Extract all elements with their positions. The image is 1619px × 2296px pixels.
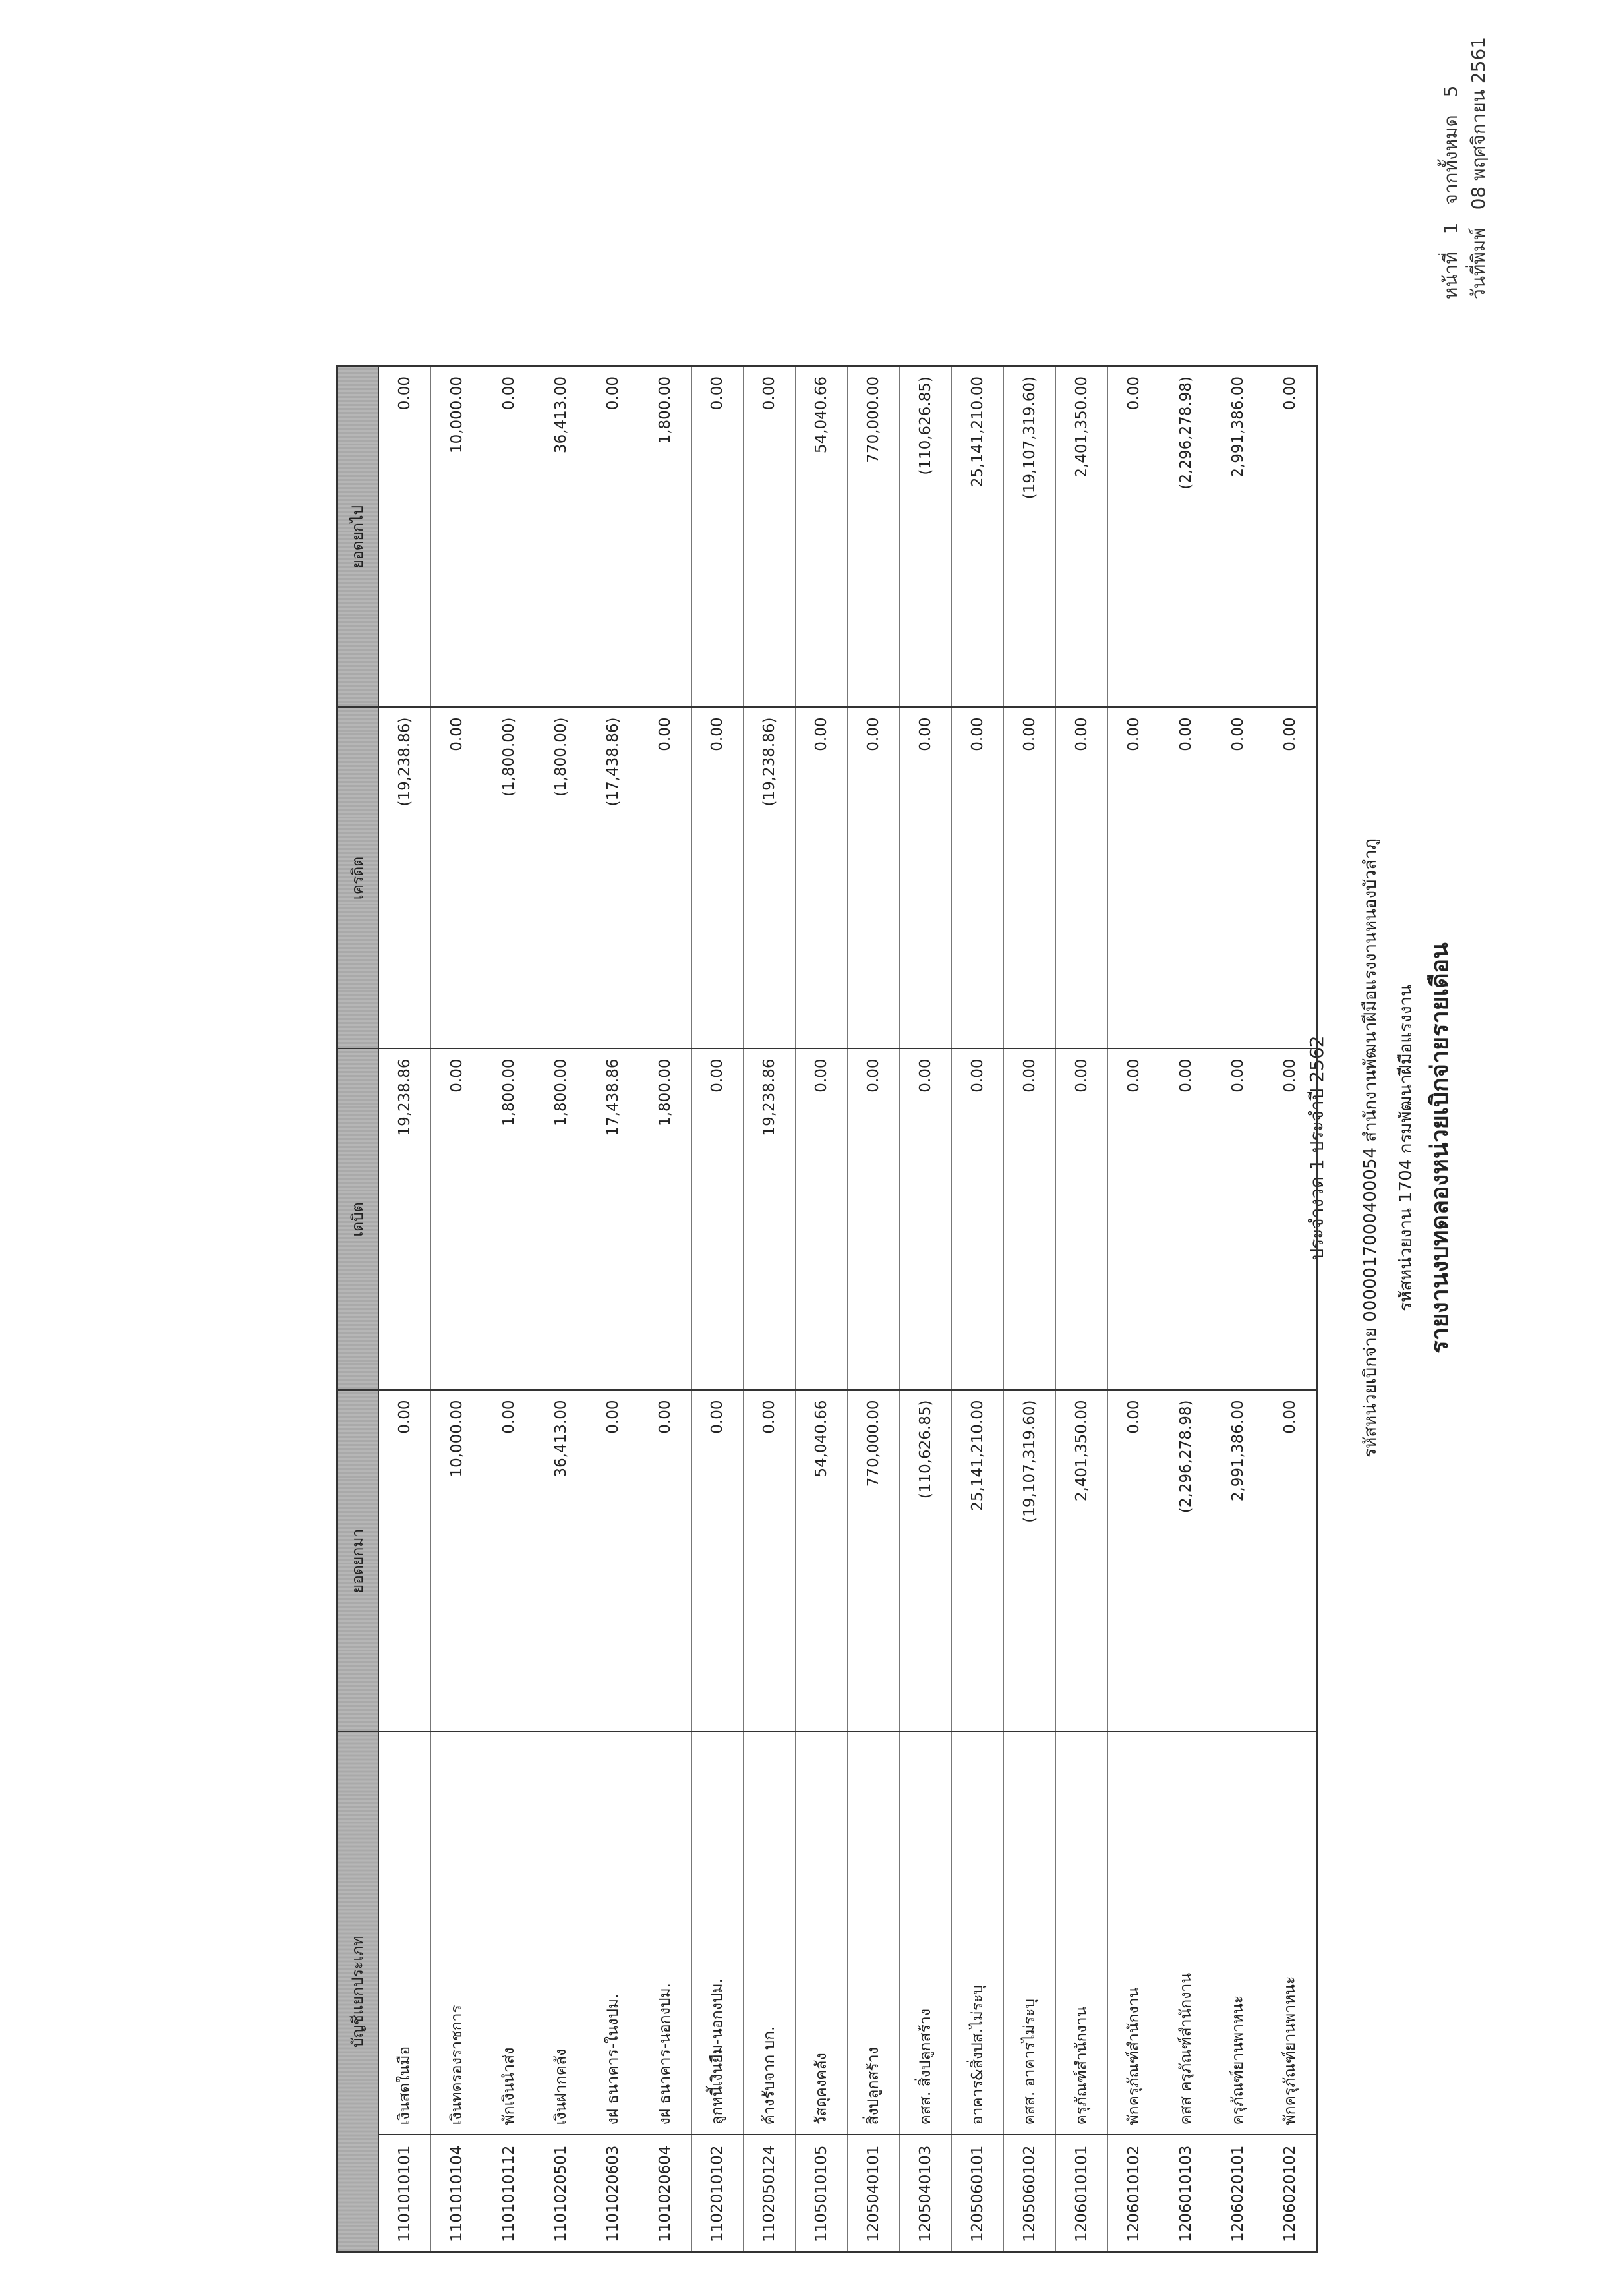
header-brought-forward: ยอดยกมา	[338, 1391, 379, 1732]
account-code: 1101010104	[431, 2135, 483, 2253]
table-row	[848, 366, 900, 2253]
credit-value: 0.00	[1108, 708, 1160, 1049]
carried-forward-value: 1,800.00	[639, 366, 692, 708]
table-row	[639, 366, 692, 2253]
brought-forward-value: 0.00	[744, 1391, 796, 1732]
header-carried-forward: ยอดยกไป	[338, 366, 379, 708]
debit-value: 0.00	[1108, 1049, 1160, 1391]
debit-value: 1,800.00	[535, 1049, 587, 1391]
print-date-label: วันที่พิมพ์	[1467, 227, 1489, 299]
account-code: 1205060102	[1004, 2135, 1056, 2253]
carried-forward-value: 0.00	[744, 366, 796, 708]
credit-value: 0.00	[692, 708, 744, 1049]
carried-forward-value: 10,000.00	[431, 366, 483, 708]
credit-value: (17,438.86)	[587, 708, 639, 1049]
carried-forward-value: 36,413.00	[535, 366, 587, 708]
account-name: ลูกหนี้เงินยืม-นอกงปม.	[692, 1732, 744, 2135]
brought-forward-value: 25,141,210.00	[952, 1391, 1004, 1732]
account-code: 1206010101	[1056, 2135, 1108, 2253]
account-name: ครุภัณฑ์สำนักงาน	[1056, 1732, 1108, 2135]
debit-value: 0.00	[952, 1049, 1004, 1391]
credit-value: 0.00	[1004, 708, 1056, 1049]
table-row	[535, 366, 587, 2253]
account-code: 1101020604	[639, 2135, 692, 2253]
brought-forward-value: 0.00	[587, 1391, 639, 1732]
table-body	[378, 366, 1317, 2253]
debit-value: 0.00	[796, 1049, 848, 1391]
account-code: 1206020102	[1264, 2135, 1317, 2253]
brought-forward-value: (110,626.85)	[900, 1391, 952, 1732]
table-row	[1264, 366, 1317, 2253]
header-debit: เดบิต	[338, 1049, 379, 1391]
account-code: 1205040103	[900, 2135, 952, 2253]
debit-value: 1,800.00	[639, 1049, 692, 1391]
debit-value: 0.00	[1264, 1049, 1317, 1391]
table-row	[1004, 366, 1056, 2253]
debit-value: 19,238.86	[744, 1049, 796, 1391]
credit-value: 0.00	[900, 708, 952, 1049]
credit-value: 0.00	[1160, 708, 1212, 1049]
account-code: 1206020101	[1212, 2135, 1264, 2253]
account-name: สิ่งปลูกสร้าง	[848, 1732, 900, 2135]
debit-value: 0.00	[1212, 1049, 1264, 1391]
account-name: งฝ ธนาคาร-ในงปม.	[587, 1732, 639, 2135]
table-row	[796, 366, 848, 2253]
debit-value: 19,238.86	[378, 1049, 431, 1391]
carried-forward-value: 2,991,386.00	[1212, 366, 1264, 708]
carried-forward-value: 0.00	[1264, 366, 1317, 708]
table-row	[744, 366, 796, 2253]
carried-forward-value: 54,040.66	[796, 366, 848, 708]
table-row	[1108, 366, 1160, 2253]
debit-value: 1,800.00	[483, 1049, 535, 1391]
account-name: เงินฝากคลัง	[535, 1732, 587, 2135]
credit-value: 0.00	[431, 708, 483, 1049]
account-name: คสส ครุภัณฑ์สำนักงาน	[1160, 1732, 1212, 2135]
brought-forward-value: 0.00	[1264, 1391, 1317, 1732]
report-period: ประจำงวด 1 ประจำปี 2562	[1306, 1035, 1328, 1261]
account-code: 1205040101	[848, 2135, 900, 2253]
carried-forward-value: 770,000.00	[848, 366, 900, 708]
table-row	[431, 366, 483, 2253]
carried-forward-value: 0.00	[1108, 366, 1160, 708]
brought-forward-value: 0.00	[639, 1391, 692, 1732]
credit-value: 0.00	[952, 708, 1004, 1049]
debit-value: 0.00	[431, 1049, 483, 1391]
credit-value: 0.00	[1264, 708, 1317, 1049]
account-name: พักเงินนำส่ง	[483, 1732, 535, 2135]
account-code: 1102050124	[744, 2135, 796, 2253]
credit-value: 0.00	[639, 708, 692, 1049]
disbursing-unit-line: รหัสหน่วยเบิกจ่าย 0000017000400054 สำนักงานพัฒนาฝีมือแรงงานหนองบัวลำภู	[1361, 838, 1380, 1458]
debit-value: 0.00	[900, 1049, 952, 1391]
brought-forward-value: 0.00	[692, 1391, 744, 1732]
account-code: 1101010101	[378, 2135, 431, 2253]
header-ledger: บัญชีแยกประเภท	[338, 1732, 379, 2253]
account-name: ครุภัณฑ์ยานพาหนะ	[1212, 1732, 1264, 2135]
credit-value: 0.00	[1212, 708, 1264, 1049]
debit-value: 0.00	[1004, 1049, 1056, 1391]
account-code: 1102010102	[692, 2135, 744, 2253]
account-name: พักครุภัณฑ์สำนักงาน	[1108, 1732, 1160, 2135]
carried-forward-value: 2,401,350.00	[1056, 366, 1108, 708]
table-row	[587, 366, 639, 2253]
credit-value: (1,800.00)	[483, 708, 535, 1049]
carried-forward-value: (2,296,278.98)	[1160, 366, 1212, 708]
account-name: ค้างรับจาก บก.	[744, 1732, 796, 2135]
page-label: หน้าที่	[1440, 252, 1461, 299]
brought-forward-value: 2,991,386.00	[1212, 1391, 1264, 1732]
total-pages: 5	[1440, 85, 1461, 98]
credit-value: (1,800.00)	[535, 708, 587, 1049]
brought-forward-value: 770,000.00	[848, 1391, 900, 1732]
credit-value: (19,238.86)	[744, 708, 796, 1049]
account-name: วัสดุคงคลัง	[796, 1732, 848, 2135]
debit-value: 17,438.86	[587, 1049, 639, 1391]
table-row	[952, 366, 1004, 2253]
table-row	[378, 366, 431, 2253]
brought-forward-value: 36,413.00	[535, 1391, 587, 1732]
brought-forward-value: 0.00	[1108, 1391, 1160, 1732]
brought-forward-value: (2,296,278.98)	[1160, 1391, 1212, 1732]
brought-forward-value: 54,040.66	[796, 1391, 848, 1732]
table-row	[900, 366, 952, 2253]
credit-value: 0.00	[1056, 708, 1108, 1049]
total-label: จากทั้งหมด	[1440, 115, 1461, 205]
trial-balance-table-wrap	[336, 365, 1299, 2253]
carried-forward-value: 25,141,210.00	[952, 366, 1004, 708]
debit-value: 0.00	[1160, 1049, 1212, 1391]
report-title: รายงานงบทดลองหน่วยเบิกจ่ายรายเดือน	[1427, 942, 1454, 1354]
account-code: 1101010112	[483, 2135, 535, 2253]
debit-value: 0.00	[848, 1049, 900, 1391]
trial-balance-table	[336, 365, 1318, 2253]
account-code: 1101020603	[587, 2135, 639, 2253]
credit-value: 0.00	[796, 708, 848, 1049]
table-row	[1056, 366, 1108, 2253]
debit-value: 0.00	[692, 1049, 744, 1391]
account-name: อาคาร&สิ่งปส.ไม่ระบุ	[952, 1732, 1004, 2135]
brought-forward-value: 0.00	[378, 1391, 431, 1732]
account-code: 1205060101	[952, 2135, 1004, 2253]
table-row	[1160, 366, 1212, 2253]
brought-forward-value: 10,000.00	[431, 1391, 483, 1732]
credit-value: (19,238.86)	[378, 708, 431, 1049]
debit-value: 0.00	[1056, 1049, 1108, 1391]
brought-forward-value: 0.00	[483, 1391, 535, 1732]
budget-unit-line: รหัสหน่วยงาน 1704 กรมพัฒนาฝีมือแรงงาน	[1396, 985, 1416, 1311]
account-name: เงินสดในมือ	[378, 1732, 431, 2135]
brought-forward-value: (19,107,319.60)	[1004, 1391, 1056, 1732]
table-row	[692, 366, 744, 2253]
table-row	[1212, 366, 1264, 2253]
table-header-row	[338, 366, 379, 2253]
table-row	[483, 366, 535, 2253]
account-code: 1206010103	[1160, 2135, 1212, 2253]
account-name: เงินทดรองราชการ	[431, 1732, 483, 2135]
brought-forward-value: 2,401,350.00	[1056, 1391, 1108, 1732]
carried-forward-value: (19,107,319.60)	[1004, 366, 1056, 708]
header-credit: เครดิต	[338, 708, 379, 1049]
page-number: 1	[1440, 222, 1461, 235]
print-date-row	[1465, 25, 1492, 299]
carried-forward-value: 0.00	[483, 366, 535, 708]
carried-forward-value: 0.00	[378, 366, 431, 708]
print-date: 08 พฤศจิกายน 2561	[1467, 36, 1489, 210]
account-code: 1105010105	[796, 2135, 848, 2253]
carried-forward-value: 0.00	[587, 366, 639, 708]
account-name: คสส. สิ่งปลูกสร้าง	[900, 1732, 952, 2135]
account-code: 1206010102	[1108, 2135, 1160, 2253]
account-name: พักครุภัณฑ์ยานพาหนะ	[1264, 1732, 1317, 2135]
credit-value: 0.00	[848, 708, 900, 1049]
carried-forward-value: (110,626.85)	[900, 366, 952, 708]
account-name: งฝ ธนาคาร-นอกงปม.	[639, 1732, 692, 2135]
account-code: 1101020501	[535, 2135, 587, 2253]
account-name: คสส. อาคารไม่ระบุ	[1004, 1732, 1056, 2135]
carried-forward-value: 0.00	[692, 366, 744, 708]
